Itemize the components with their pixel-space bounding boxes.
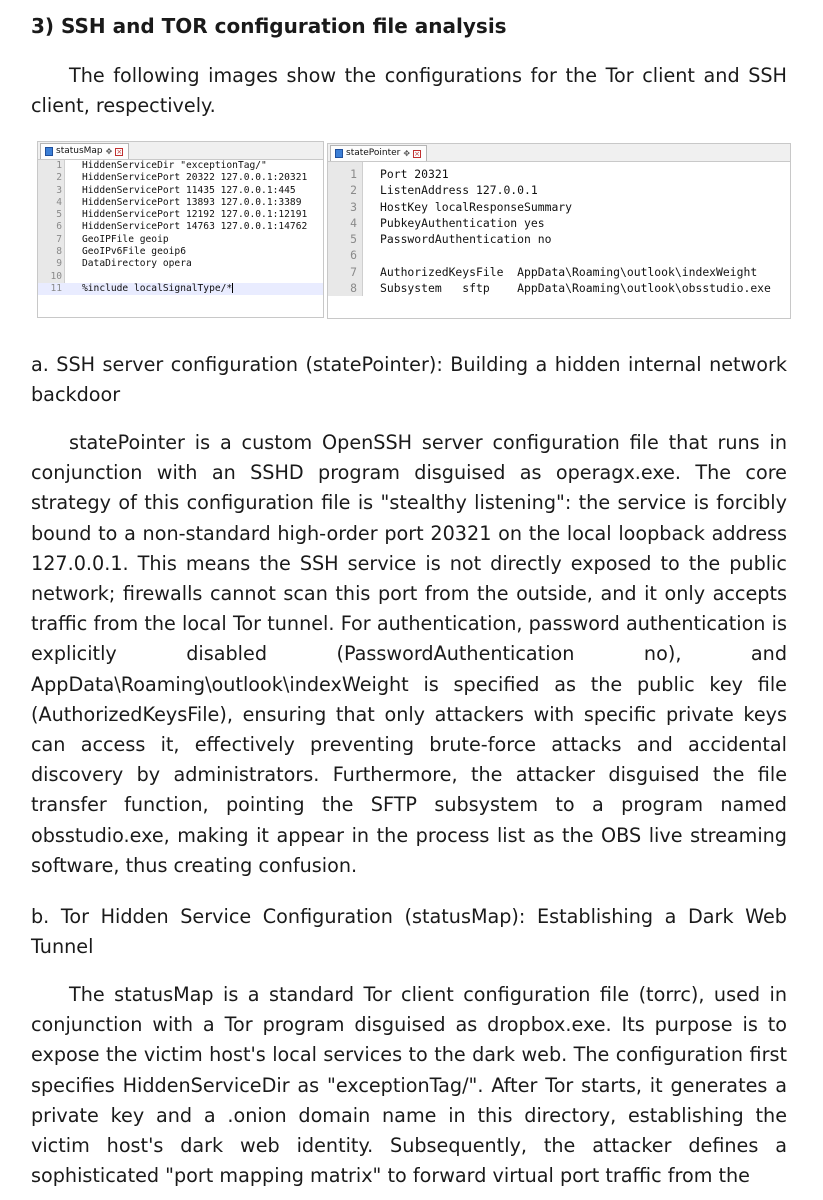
line-text: PubkeyAuthentication yes bbox=[380, 215, 545, 230]
code-line[interactable] bbox=[38, 197, 323, 209]
line-number: 7 bbox=[56, 233, 62, 245]
line-number: 11 bbox=[50, 282, 62, 294]
pin-icon[interactable]: ✥ bbox=[403, 149, 411, 158]
section-heading: 3) SSH and TOR configuration file analysis bbox=[31, 14, 507, 38]
code-line[interactable] bbox=[328, 215, 790, 231]
line-number: 9 bbox=[56, 258, 62, 270]
line-number: 3 bbox=[350, 199, 357, 214]
tab-label: statusMap bbox=[56, 146, 103, 156]
code-line[interactable] bbox=[38, 172, 323, 184]
line-number: 1 bbox=[56, 160, 62, 171]
line-number: 5 bbox=[56, 209, 62, 221]
line-text: %include localSignalType/* bbox=[82, 282, 233, 294]
editor-text-area[interactable] bbox=[38, 160, 323, 295]
close-icon[interactable]: × bbox=[116, 147, 123, 156]
section-a-heading: a. SSH server configuration (statePointer): Building a hidden internal network backdoor bbox=[31, 353, 787, 407]
line-text: HostKey localResponseSummary bbox=[380, 199, 573, 214]
tab-bar bbox=[328, 144, 790, 162]
code-line[interactable] bbox=[328, 199, 790, 215]
line-text: GeoIPFile geoip bbox=[82, 233, 169, 245]
line-number: 1 bbox=[350, 167, 357, 181]
code-line[interactable] bbox=[38, 209, 323, 221]
code-line[interactable] bbox=[328, 231, 790, 247]
line-text: HiddenServicePort 12192 127.0.0.1:12191 bbox=[82, 209, 308, 221]
line-text: HiddenServicePort 11435 127.0.0.1:445 bbox=[82, 184, 296, 196]
intro-paragraph: The following images show the configurations for the Tor client and SSH client, respectively. bbox=[31, 64, 787, 118]
line-number: 3 bbox=[56, 184, 62, 196]
line-number: 2 bbox=[56, 172, 62, 184]
line-number: 8 bbox=[56, 246, 62, 258]
code-line[interactable] bbox=[328, 280, 790, 296]
line-number: 8 bbox=[350, 281, 357, 296]
line-number: 10 bbox=[50, 270, 62, 282]
ssh-config-editor bbox=[327, 143, 791, 319]
line-text: ListenAddress 127.0.0.1 bbox=[380, 183, 538, 198]
line-text: HiddenServicePort 20322 127.0.0.1:20321 bbox=[82, 172, 308, 184]
line-text: AuthorizedKeysFile AppData\Roaming\outlook\indexWeight bbox=[380, 264, 758, 279]
code-line[interactable] bbox=[38, 221, 323, 233]
line-number: 4 bbox=[350, 215, 357, 230]
code-line[interactable] bbox=[38, 283, 323, 295]
tab-statusmap[interactable] bbox=[40, 143, 129, 159]
file-icon bbox=[335, 149, 343, 158]
code-line[interactable] bbox=[328, 247, 790, 263]
pin-icon[interactable]: ✥ bbox=[105, 147, 113, 156]
code-line[interactable] bbox=[38, 234, 323, 246]
code-line[interactable] bbox=[328, 264, 790, 280]
line-text: HiddenServiceDir "exceptionTag/" bbox=[82, 160, 267, 171]
line-number: 6 bbox=[56, 221, 62, 233]
line-number: 4 bbox=[56, 196, 62, 208]
tor-config-editor bbox=[37, 141, 324, 318]
code-line[interactable] bbox=[38, 185, 323, 197]
code-line[interactable] bbox=[328, 166, 790, 182]
line-text: HiddenServicePort 14763 127.0.0.1:14762 bbox=[82, 221, 308, 233]
file-icon bbox=[45, 147, 53, 156]
code-line[interactable] bbox=[38, 258, 323, 270]
line-text: GeoIPv6File geoip6 bbox=[82, 246, 186, 258]
tab-statepointer[interactable] bbox=[330, 145, 427, 161]
line-number: 2 bbox=[350, 183, 357, 198]
close-icon[interactable]: × bbox=[414, 149, 421, 158]
line-text: DataDirectory opera bbox=[82, 258, 192, 270]
section-b-body: The statusMap is a standard Tor client configuration file (torrc), used in conjunction with a Tor program disguised as dropbox.exe. Its purpose is to expose the victim host's local services to the dark web. The configuration first specifies HiddenServiceDir as "exceptionTag/". After Tor starts, it generates a private key and a .onion domain name in this directory, establishing the victim host's dark web identity. Subsequently, the attacker defines a sophisticated "port mapping matrix" to forward virtual port traffic from the bbox=[31, 983, 787, 1188]
tab-label: statePointer bbox=[346, 148, 401, 158]
line-text: Subsystem sftp AppData\Roaming\outlook\obsstudio.exe bbox=[380, 281, 771, 296]
code-line[interactable] bbox=[38, 246, 323, 258]
line-number: 7 bbox=[350, 264, 357, 279]
line-text: HiddenServicePort 13893 127.0.0.1:3389 bbox=[82, 196, 302, 208]
text-caret bbox=[232, 283, 233, 293]
line-number: 5 bbox=[350, 232, 357, 247]
tab-bar bbox=[38, 142, 323, 160]
code-line[interactable] bbox=[38, 160, 323, 172]
line-number: 6 bbox=[350, 248, 357, 263]
line-text: PasswordAuthentication no bbox=[380, 232, 552, 247]
section-b-heading: b. Tor Hidden Service Configuration (statusMap): Establishing a Dark Web Tunnel bbox=[31, 905, 787, 959]
section-a-body: statePointer is a custom OpenSSH server configuration file that runs in conjunction with an SSHD program disguised as operagx.exe. The core strategy of this configuration file is "stealthy listening": the service is forcibly bound to a non-standard high-order port 20321 on the local loopback address 127.0.0.1. This means the SSH service is not directly exposed to the public network; firewalls cannot scan this port from the outside, and it only accepts traffic from the local Tor tunnel. For authentication, password authentication is explicitly disabled (PasswordAuthentication no), and AppData\Roaming\outlook\indexWeight is specified as the public key file (AuthorizedKeysFile), ensuring that only attackers with specific private keys can access it, effectively preventing brute-force attacks and accidental discovery by administrators. Furthermore, the attacker disguised the file transfer function, pointing the SFTP subsystem to a program named obsstudio.exe, making it appear in the process list as the OBS live streaming software, thus creating confusion. bbox=[31, 431, 787, 877]
code-line[interactable] bbox=[38, 271, 323, 283]
line-text: Port 20321 bbox=[380, 167, 449, 181]
editor-text-area[interactable] bbox=[328, 162, 790, 296]
code-line[interactable] bbox=[328, 182, 790, 198]
